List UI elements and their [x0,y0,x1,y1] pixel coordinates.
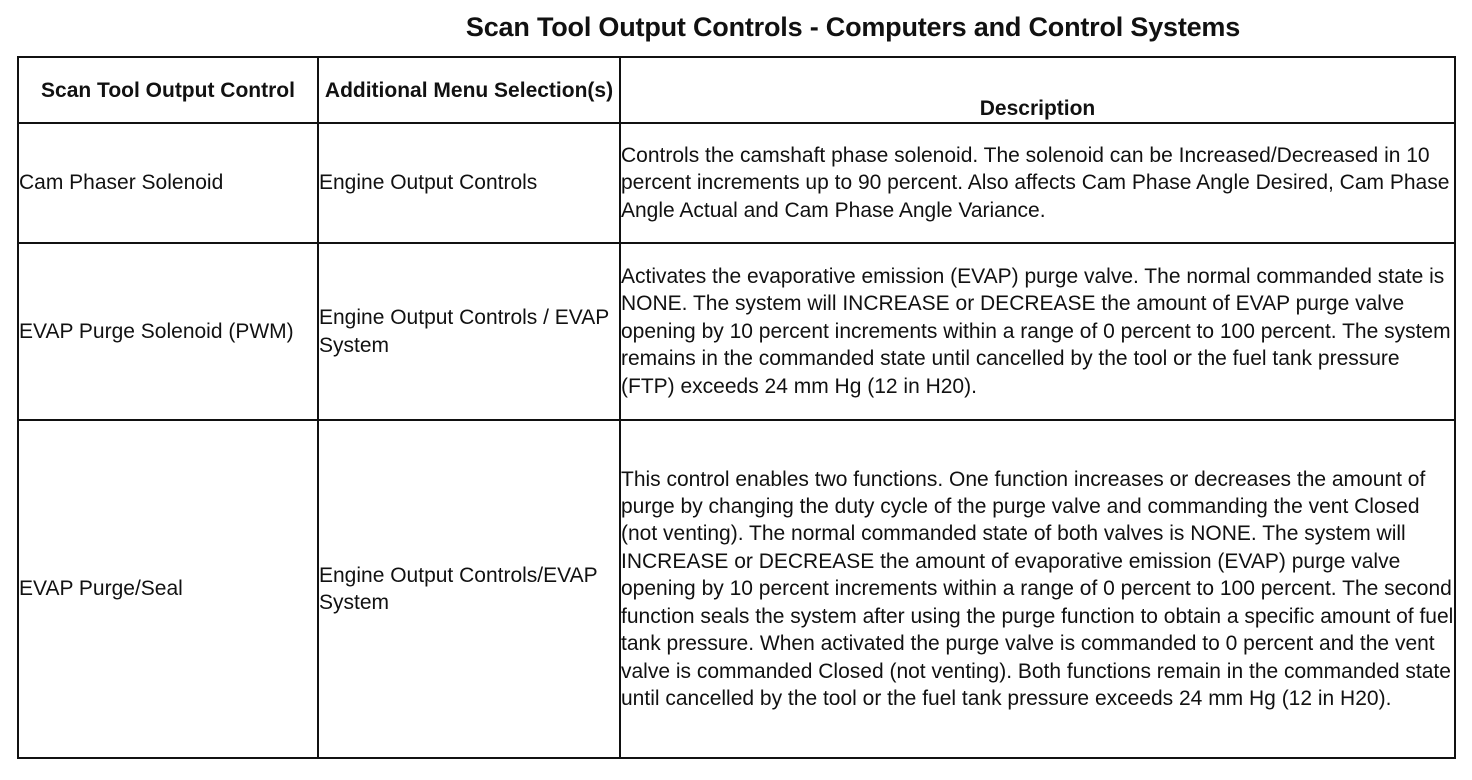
cell-output-control: EVAP Purge Solenoid (PWM) [18,243,318,420]
table-row [18,420,1455,758]
cell-menu-selection: Engine Output Controls [318,123,620,243]
cell-description: Controls the camshaft phase solenoid. The solenoid can be Increased/Decreased in 10 percent increments up to 90 percent. Also affects Cam Phase Angle Desired, Cam Phase Angle Actual and Cam Phase Angle Variance. [620,123,1455,243]
header-output-control: Scan Tool Output Control [18,57,318,123]
cell-output-control: EVAP Purge/Seal [18,420,318,758]
cell-output-control: Cam Phaser Solenoid [18,123,318,243]
table-row [18,123,1455,243]
cell-menu-selection: Engine Output Controls / EVAP System [318,243,620,420]
page-title: Scan Tool Output Controls - Computers and Control Systems [465,12,1241,42]
cell-description: This control enables two functions. One function increases or decreases the amount of purge by changing the duty cycle of the purge valve and commanding the vent Closed (not venting). The normal commanded state of both valves is NONE. The system will INCREASE or DECREASE the amount of evaporative emission (EVAP) purge valve opening by 10 percent increments within a range of 0 percent to 100 percent. The second function seals the system after using the purge function to obtain a specific amount of fuel tank pressure. When activated the purge valve is commanded to 0 percent and the vent valve is commanded Closed (not venting). Both functions remain in the commanded state until cancelled by the tool or the fuel tank pressure exceeds 24 mm Hg (12 in H20). [620,420,1455,758]
cell-description: Activates the evaporative emission (EVAP) purge valve. The normal commanded state is NONE. The system will INCREASE or DECREASE the amount of EVAP purge valve opening by 10 percent increments within a range of 0 percent to 100 percent. The system remains in the commanded state until cancelled by the tool or the fuel tank pressure (FTP) exceeds 24 mm Hg (12 in H20). [620,243,1455,420]
table-row [18,243,1455,420]
header-menu-selection: Additional Menu Selection(s) [318,57,620,123]
output-controls-table [17,56,1456,759]
table-header-row [18,57,1455,123]
header-description: Description [620,57,1455,123]
cell-menu-selection: Engine Output Controls/EVAP System [318,420,620,758]
